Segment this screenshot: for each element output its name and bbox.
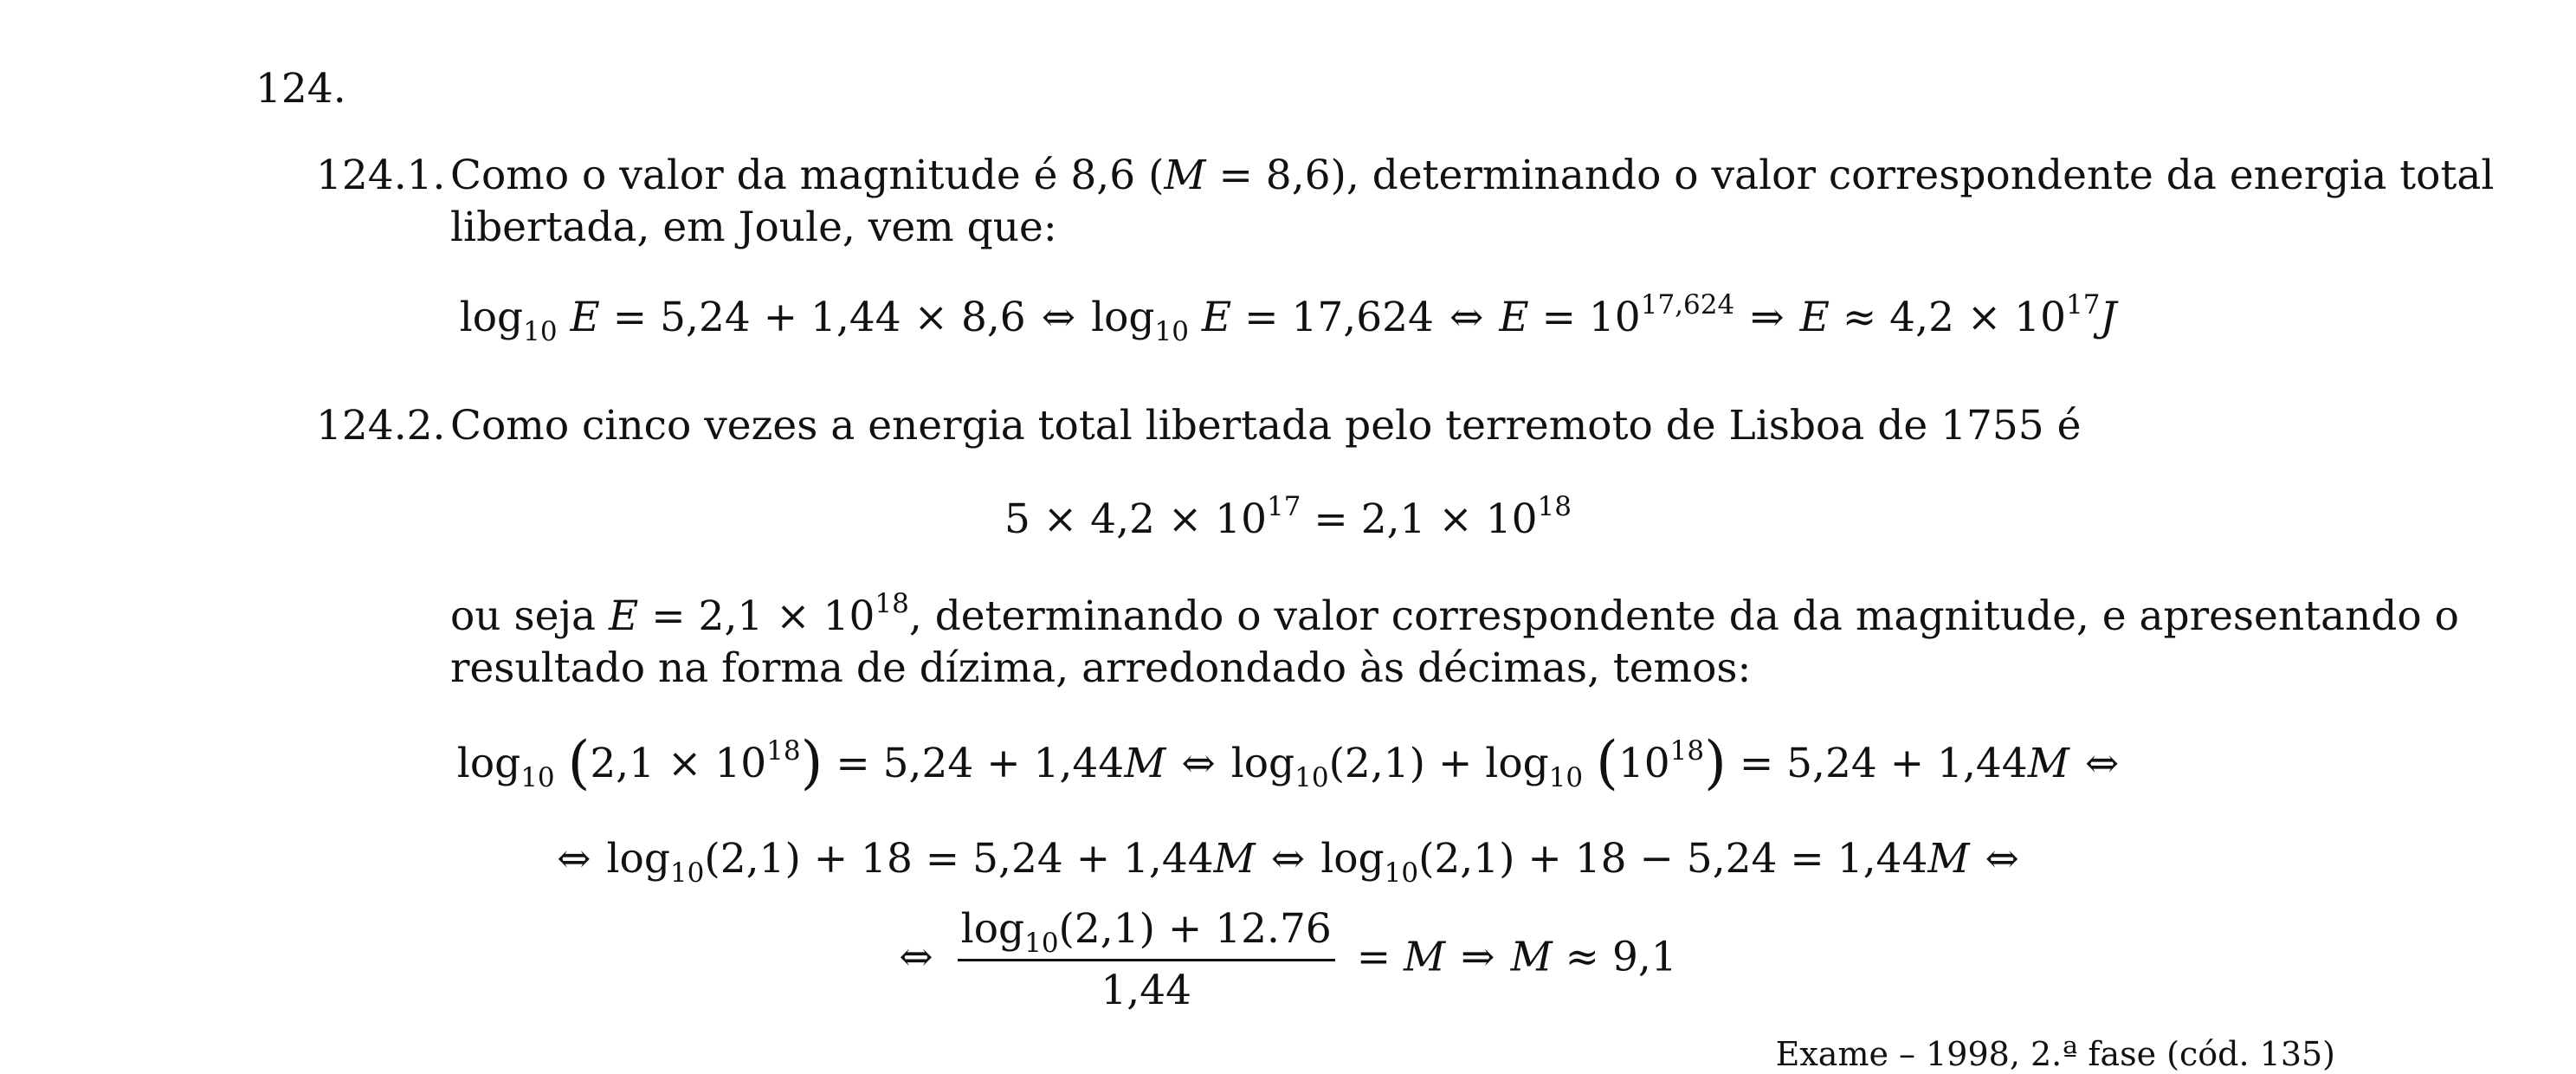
part1-label: 124.1. <box>316 152 446 199</box>
part2-equation2-line1: $\log_{10} (2,1 \times 10^{18}) = 5,24 + 1,44M$ ⇔ $\log_{10}(2,1) + \log_{10} (10^{18}) = 5,24 + 1,44M$ ⇔ <box>456 729 2120 796</box>
iff-symbol: ⇔ <box>1041 294 1076 341</box>
problem-number: 124. <box>255 65 346 113</box>
fraction: $\frac{\log_{10}(2,1) + 12.76}{1,44}$ <box>958 905 1335 1015</box>
part2-equation1: $5 \times 4,2 \times 10^{17} = 2,1 \times 10^{18}$ <box>1004 491 1572 543</box>
part1-equation: $\log_{10} E = 5,24 + 1,44 \times 8,6$ ⇔ $\log_{10} E = 17,624$ ⇔ $E = 10^{17,624}$ ⇒ $E \approx 4,2 \times 10^{17}J$ <box>459 289 2117 347</box>
part2-label: 124.2. <box>316 402 446 450</box>
part2-equation2-line3: ⇔ $\frac{\log_{10}(2,1) + 12.76}{1,44}$ = M ⇒ M ≈ 9,1 <box>899 905 1677 1014</box>
iff-symbol: ⇔ <box>1449 294 1484 341</box>
part2-text-line2: ou seja $E = 2,1 \times 10^{18}$, determinando o valor correspondente da da magnitude, e apresentando o <box>450 588 2459 640</box>
part1-text-line1: Como o valor da magnitude é 8,6 (M = 8,6), determinando o valor correspondente da energia total <box>450 152 2495 199</box>
part2-text-line3: resultado na forma de dízima, arredondado às décimas, temos: <box>450 644 1752 692</box>
part1-text-line2: libertada, em Joule, vem que: <box>450 204 1057 251</box>
part2-text-line1: Como cinco vezes a energia total libertada pelo terremoto de Lisboa de 1755 é <box>450 402 2082 450</box>
part2-equation2-line2: ⇔ $\log_{10}(2,1) + 18 = 5,24 + 1,44M$ ⇔ $\log_{10}(2,1) + 18 - 5,24 = 1,44M$ ⇔ <box>557 835 2019 889</box>
implies-symbol: ⇒ <box>1750 294 1785 341</box>
source-citation: Exame – 1998, 2.ª fase (cód. 135) <box>1775 1035 2335 1073</box>
